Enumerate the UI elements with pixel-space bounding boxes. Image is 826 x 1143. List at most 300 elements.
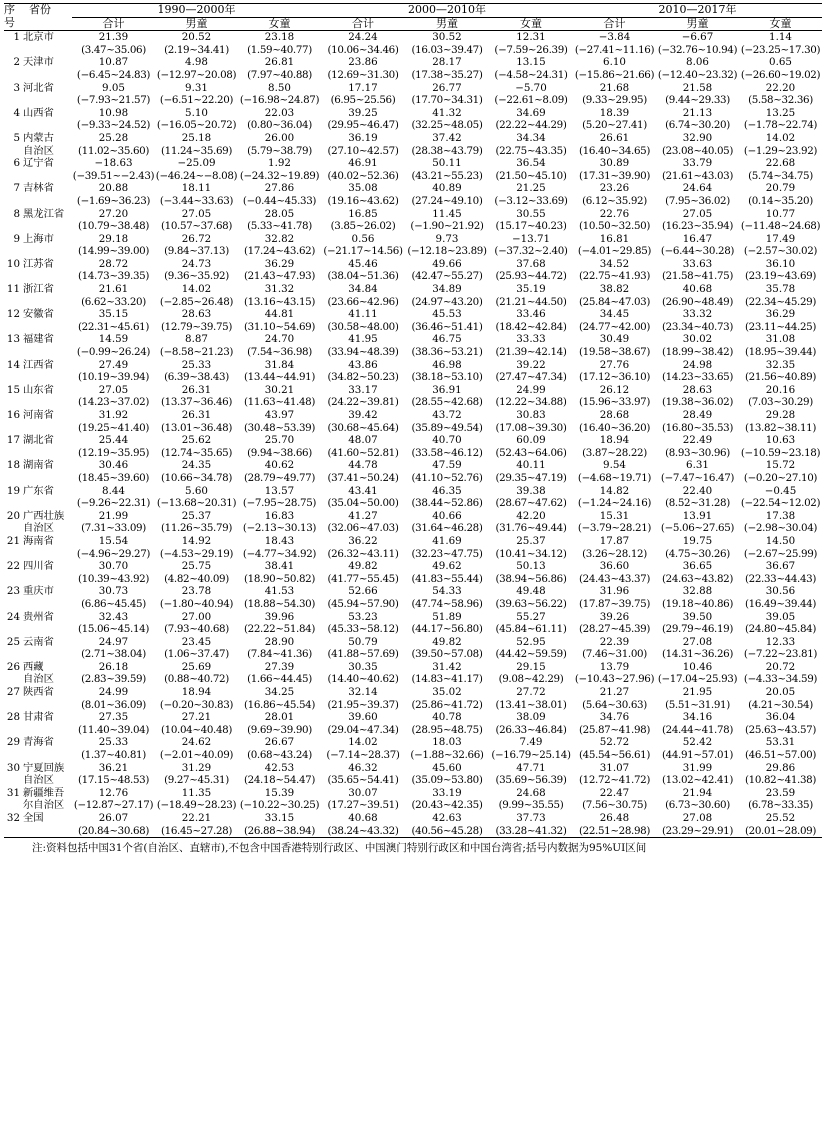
value-cell: 13.91: [682, 509, 713, 522]
value-cell: 43.86: [348, 358, 378, 371]
ci-cell: (5.74~34.75): [748, 169, 813, 182]
value-cell: 0.65: [769, 56, 792, 69]
table-row: [4, 510, 822, 523]
value-cell: 27.72: [516, 686, 546, 699]
province-name: 内蒙古: [23, 131, 54, 144]
ci-cell: (9.44~29.33): [665, 94, 730, 107]
table-row: [4, 661, 822, 674]
ci-cell: (−10.22~30.25): [239, 799, 320, 812]
ci-cell: (35.65~54.41): [327, 774, 399, 787]
province-name: 安徽省: [23, 308, 54, 321]
ci-cell: (28.79~49.77): [243, 471, 316, 484]
ci-cell: (−4.96~29.27): [76, 547, 151, 560]
ci-cell: (24.18~54.47): [243, 774, 316, 787]
table-row-ci: [4, 396, 822, 409]
ci-cell: (−4.53~29.19): [159, 547, 234, 560]
value-cell: 28.63: [682, 383, 713, 396]
province-name: 贵州省: [23, 610, 54, 623]
value-cell: 46.35: [432, 484, 462, 497]
ci-cell: (45.84~61.11): [495, 623, 567, 636]
value-cell: 32.90: [682, 131, 713, 144]
value-cell: 31.84: [264, 358, 295, 371]
value-cell: 25.52: [765, 812, 796, 824]
ci-cell: (22.34~45.29): [744, 295, 817, 308]
value-cell: 21.39: [98, 31, 129, 44]
ci-cell: (26.88~38.94): [243, 824, 316, 837]
value-cell: 5.10: [185, 106, 208, 119]
value-cell: 48.07: [348, 434, 378, 447]
ci-cell: (−18.49~28.23): [156, 799, 237, 812]
table-row-ci: [4, 422, 822, 435]
ci-cell: (4.21~30.54): [748, 698, 813, 711]
ci-cell: (15.06~45.14): [77, 623, 150, 636]
value-cell: 26.18: [98, 660, 129, 673]
value-cell: 1.14: [769, 31, 792, 44]
value-cell: 16.47: [682, 232, 713, 245]
ci-cell: (16.03~39.47): [411, 43, 483, 56]
value-cell: 54.33: [432, 585, 462, 598]
ci-cell: (25.87~41.98): [578, 723, 651, 736]
ci-cell: (14.23~33.65): [661, 371, 734, 384]
row-number: 21: [6, 534, 20, 547]
ci-cell: (11.63~41.48): [243, 396, 316, 409]
row-number: 32: [6, 812, 20, 824]
value-cell: 30.07: [348, 786, 378, 799]
table-row: [4, 636, 822, 649]
ci-cell: (0.68~43.24): [247, 749, 312, 762]
province-name-cont: 自治区: [23, 522, 54, 535]
ci-cell: (−7.47~16.47): [660, 471, 735, 484]
value-cell: 0.56: [351, 232, 375, 245]
value-cell: 24.24: [348, 31, 378, 44]
value-cell: 25.70: [264, 434, 295, 447]
ci-cell: (1.59~40.77): [247, 43, 312, 56]
value-cell: 46.75: [432, 333, 462, 346]
value-cell: 28.63: [181, 308, 212, 321]
value-cell: −25.09: [177, 157, 216, 170]
table-row-ci: [4, 825, 822, 838]
value-cell: 27.05: [682, 207, 713, 220]
ci-cell: (4.75~30.26): [665, 547, 730, 560]
value-cell: 25.44: [98, 434, 129, 447]
value-cell: 26.81: [264, 56, 295, 69]
ci-cell: (21.58~41.75): [661, 270, 734, 283]
ci-cell: (18.90~50.82): [243, 572, 316, 585]
row-number: 31: [6, 786, 20, 799]
province-name: 福建省: [23, 333, 54, 346]
ci-cell: (−12.87~27.17): [73, 799, 154, 812]
value-cell: 35.78: [765, 283, 796, 296]
value-cell: 23.45: [181, 635, 212, 648]
ci-cell: (23.19~43.69): [744, 270, 817, 283]
table-row-ci: [4, 548, 822, 561]
ci-cell: (10.19~39.94): [77, 371, 150, 384]
value-cell: 39.38: [516, 484, 546, 497]
ci-cell: (7.95~36.02): [665, 194, 730, 207]
value-cell: 29.18: [98, 232, 129, 245]
ci-cell: (45.94~57.90): [327, 597, 399, 610]
sub-header: 女童: [520, 17, 542, 30]
value-cell: 21.27: [599, 686, 630, 699]
province-name-cont: 自治区: [23, 144, 54, 157]
table-row-ci: [4, 296, 822, 309]
row-number: 2: [13, 56, 20, 69]
value-cell: 50.11: [432, 157, 462, 170]
ci-cell: (13.16~43.15): [243, 295, 316, 308]
table-row: [4, 787, 822, 800]
value-cell: 38.82: [599, 283, 630, 296]
row-number: 23: [6, 585, 20, 598]
ci-cell: (−3.79~28.21): [577, 522, 652, 535]
ci-cell: (32.23~47.75): [411, 547, 483, 560]
ci-cell: (15.96~33.97): [578, 396, 651, 409]
value-cell: 14.82: [599, 484, 630, 497]
value-cell: 25.75: [181, 560, 212, 573]
value-cell: 14.92: [181, 534, 212, 547]
value-cell: 27.76: [599, 358, 630, 371]
ci-cell: (−12.97~20.08): [156, 68, 237, 81]
value-cell: 6.10: [603, 56, 626, 69]
ci-cell: (14.40~40.62): [327, 673, 399, 686]
value-cell: 5.60: [185, 484, 208, 497]
ci-cell: (25.63~43.57): [744, 723, 817, 736]
value-cell: 42.53: [264, 761, 295, 774]
value-cell: 10.87: [98, 56, 129, 69]
ci-cell: (18.95~39.44): [744, 346, 817, 359]
value-cell: 31.42: [432, 660, 462, 673]
table-row: [4, 258, 822, 271]
table-row: [4, 31, 822, 44]
table-row-ci: [4, 648, 822, 661]
value-cell: 36.21: [98, 761, 129, 774]
value-cell: 24.97: [98, 635, 129, 648]
table-row-ci: [4, 69, 822, 82]
value-cell: 31.99: [682, 761, 713, 774]
value-cell: 6.31: [686, 459, 709, 472]
value-cell: 31.32: [264, 283, 295, 296]
table-row-ci: [4, 497, 822, 510]
ci-cell: (19.58~38.67): [578, 346, 651, 359]
ci-cell: (−4.58~24.31): [494, 68, 568, 81]
table-row: [4, 82, 822, 95]
ci-cell: (−4.68~19.71): [577, 471, 652, 484]
value-cell: 36.54: [516, 157, 546, 170]
table-row-ci: [4, 447, 822, 460]
value-cell: 27.05: [98, 383, 129, 396]
ci-cell: (23.34~40.73): [661, 320, 734, 333]
province-name-cont: 自治区: [23, 774, 54, 787]
value-cell: 22.76: [599, 207, 630, 220]
value-cell: 50.79: [348, 635, 378, 648]
ci-cell: (−0.44~45.33): [242, 194, 317, 207]
ci-cell: (11.40~39.04): [77, 723, 150, 736]
value-cell: 36.67: [765, 560, 796, 573]
value-cell: 33.17: [348, 383, 378, 396]
ci-cell: (42.47~55.27): [411, 270, 483, 283]
value-cell: 9.73: [435, 232, 459, 245]
value-cell: 23.26: [599, 182, 630, 195]
value-cell: 30.02: [682, 333, 713, 346]
ci-cell: (3.87~28.22): [582, 446, 647, 459]
value-cell: 43.97: [264, 409, 295, 421]
value-cell: 40.11: [516, 459, 546, 472]
ci-cell: (16.49~39.44): [744, 597, 817, 610]
ci-cell: (44.42~59.59): [495, 648, 567, 661]
table-row: [4, 535, 822, 548]
province-name: 云南省: [23, 635, 54, 648]
ci-cell: (35.89~49.54): [411, 421, 483, 434]
value-cell: −3.84: [598, 31, 631, 44]
ci-cell: (−7.95~28.75): [242, 497, 317, 510]
value-cell: 47.71: [516, 761, 546, 774]
value-cell: 24.35: [181, 459, 212, 472]
ci-cell: (21.39~42.14): [495, 346, 567, 359]
ci-cell: (−4.01~29.85): [577, 245, 652, 258]
value-cell: 10.46: [682, 660, 713, 673]
ci-cell: (−9.26~22.31): [76, 497, 151, 510]
row-number: 13: [6, 333, 20, 346]
province-header: 省份: [29, 3, 51, 17]
province-name: 河北省: [23, 81, 54, 94]
value-cell: 26.77: [432, 81, 462, 94]
value-cell: 27.86: [264, 182, 295, 195]
ci-cell: (24.63~43.82): [661, 572, 734, 585]
ci-cell: (27.10~42.57): [327, 144, 399, 157]
value-cell: 41.95: [348, 333, 378, 346]
row-number: 17: [6, 434, 20, 447]
table-row: [4, 611, 822, 624]
value-cell: 28.68: [599, 409, 630, 421]
value-cell: 28.49: [682, 409, 713, 421]
ci-cell: (14.23~37.02): [77, 396, 150, 409]
ci-cell: (20.84~30.68): [77, 824, 150, 837]
ci-cell: (9.36~35.92): [164, 270, 229, 283]
ci-cell: (−12.40~23.32): [657, 68, 738, 81]
sub-header: 男童: [436, 17, 458, 30]
value-cell: 39.22: [516, 358, 546, 371]
value-cell: 22.68: [765, 157, 796, 170]
value-cell: 4.98: [185, 56, 208, 69]
table-row-ci: [4, 220, 822, 233]
value-cell: 14.02: [181, 283, 212, 296]
value-cell: 46.32: [348, 761, 378, 774]
ci-cell: (−0.20~30.83): [159, 698, 234, 711]
ci-cell: (7.84~41.36): [247, 648, 312, 661]
ci-cell: (10.57~37.68): [160, 220, 233, 233]
ci-cell: (11.24~35.69): [160, 144, 233, 157]
value-cell: 30.55: [516, 207, 546, 220]
value-cell: 33.19: [432, 786, 462, 799]
table-row: [4, 359, 822, 372]
value-cell: 30.52: [432, 31, 462, 44]
ci-cell: (−11.48~24.68): [740, 220, 821, 233]
table-row-ci: [4, 699, 822, 712]
value-cell: 8.50: [268, 81, 291, 94]
ci-cell: (17.08~39.30): [495, 421, 567, 434]
period-header-2: 2000—2010年: [321, 4, 573, 18]
value-cell: 24.68: [516, 786, 546, 799]
ci-cell: (39.50~57.08): [411, 648, 483, 661]
value-cell: 17.17: [348, 81, 378, 94]
value-cell: 41.69: [432, 534, 462, 547]
value-cell: 15.39: [264, 786, 295, 799]
ci-cell: (8.01~36.09): [81, 698, 146, 711]
value-cell: 15.54: [98, 534, 129, 547]
ci-cell: (21.95~39.37): [327, 698, 399, 711]
ci-cell: (47.74~58.96): [411, 597, 483, 610]
row-number: 20: [6, 509, 20, 522]
table-row-ci: [4, 749, 822, 762]
ci-cell: (9.27~45.31): [164, 774, 229, 787]
value-cell: 22.49: [682, 434, 713, 447]
ci-cell: (−7.59~26.39): [494, 43, 568, 56]
ci-cell: (39.63~56.22): [495, 597, 567, 610]
ci-cell: (22.75~41.93): [578, 270, 651, 283]
value-cell: 13.15: [516, 56, 546, 69]
ci-cell: (−17.04~25.93): [657, 673, 738, 686]
value-cell: 21.95: [682, 686, 713, 699]
value-cell: 24.99: [98, 686, 129, 699]
ci-cell: (12.22~34.88): [495, 396, 567, 409]
province-name: 湖北省: [23, 434, 54, 447]
province-name: 浙江省: [23, 283, 54, 296]
ci-cell: (23.08~40.05): [661, 144, 734, 157]
value-cell: −18.63: [94, 157, 133, 170]
ci-cell: (19.25~41.40): [77, 421, 150, 434]
province-name: 河南省: [23, 409, 54, 421]
ci-cell: (7.93~40.68): [164, 623, 229, 636]
value-cell: 30.56: [765, 585, 796, 598]
ci-cell: (26.33~46.84): [495, 723, 567, 736]
ci-cell: (31.10~54.69): [243, 320, 316, 333]
ci-cell: (26.90~48.49): [661, 295, 734, 308]
ci-cell: (−16.05~20.72): [156, 119, 237, 132]
value-cell: 51.89: [432, 610, 462, 623]
value-cell: 14.50: [765, 534, 796, 547]
value-cell: 41.11: [348, 308, 378, 321]
value-cell: 52.95: [516, 635, 546, 648]
value-cell: 30.73: [98, 585, 129, 598]
sub-header: 合计: [102, 17, 125, 30]
ci-cell: (24.97~43.20): [411, 295, 483, 308]
value-cell: 25.33: [181, 358, 212, 371]
row-number: 4: [13, 106, 20, 119]
ci-cell: (−39.51~−2.43): [72, 169, 155, 182]
province-name: 山东省: [23, 383, 54, 396]
ci-cell: (10.79~38.48): [77, 220, 150, 233]
value-cell: 36.22: [348, 534, 378, 547]
ci-cell: (17.27~39.51): [327, 799, 399, 812]
ci-cell: (11.26~35.79): [160, 522, 233, 535]
value-cell: 20.05: [765, 686, 796, 699]
value-cell: 36.60: [599, 560, 630, 573]
ci-cell: (22.22~44.29): [495, 119, 567, 132]
ci-cell: (19.16~43.62): [327, 194, 399, 207]
table-row: [4, 233, 822, 246]
ci-cell: (44.91~57.01): [661, 749, 734, 762]
value-cell: 32.14: [348, 686, 378, 699]
value-cell: 19.75: [682, 534, 713, 547]
ci-cell: (17.87~39.75): [578, 597, 651, 610]
ci-cell: (9.84~37.13): [164, 245, 229, 258]
value-cell: 30.83: [516, 409, 546, 421]
ci-cell: (40.56~45.28): [411, 824, 483, 837]
value-cell: 1.92: [268, 157, 291, 170]
ci-cell: (22.33~44.43): [744, 572, 817, 585]
table-row: [4, 333, 822, 346]
table-row-ci: [4, 799, 822, 812]
ci-cell: (6.12~35.92): [582, 194, 647, 207]
value-cell: 24.98: [682, 358, 713, 371]
value-cell: 11.35: [181, 786, 212, 799]
table-row: [4, 585, 822, 598]
ci-cell: (−9.33~24.52): [76, 119, 151, 132]
value-cell: 27.08: [682, 635, 713, 648]
value-cell: 39.50: [682, 610, 713, 623]
row-number: 27: [6, 686, 20, 699]
ci-cell: (17.12~36.10): [578, 371, 651, 384]
row-number: 28: [6, 711, 20, 724]
table-row: [4, 308, 822, 321]
footnote: 注:资料包括中国31个省(自治区、直辖市),不包含中国香港特别行政区、中国澳门特别行政区和中国台湾省;括号内数据为95%UI区间: [32, 842, 647, 855]
ci-cell: (38.94~56.86): [495, 572, 567, 585]
ci-cell: (−0.20~27.10): [743, 471, 818, 484]
value-cell: 25.33: [98, 736, 129, 749]
ci-cell: (13.44~44.91): [243, 371, 316, 384]
ci-cell: (20.01~28.09): [744, 824, 817, 837]
value-cell: 16.83: [264, 509, 295, 522]
value-cell: 42.20: [516, 509, 546, 522]
ci-cell: (32.06~47.03): [327, 522, 399, 535]
value-cell: 21.61: [98, 283, 129, 296]
table-row: [4, 459, 822, 472]
value-cell: 31.96: [599, 585, 630, 598]
ci-cell: (29.35~47.19): [495, 471, 567, 484]
value-cell: −5.70: [515, 81, 547, 94]
ci-cell: (−21.17~14.56): [323, 245, 403, 258]
ci-cell: (−10.43~27.96): [574, 673, 655, 686]
ci-cell: (−12.18~23.89): [407, 245, 487, 258]
sub-header: 男童: [185, 17, 208, 30]
value-cell: 27.05: [181, 207, 212, 220]
ci-cell: (23.29~29.91): [661, 824, 734, 837]
value-cell: 17.38: [765, 509, 796, 522]
value-cell: 42.63: [432, 812, 462, 824]
ci-cell: (−26.60~19.02): [740, 68, 821, 81]
value-cell: 8.44: [102, 484, 125, 497]
ci-cell: (25.93~44.72): [495, 270, 567, 283]
value-cell: 12.76: [98, 786, 129, 799]
ci-cell: (37.41~50.24): [327, 471, 399, 484]
ci-cell: (7.31~33.09): [81, 522, 146, 535]
table-row-ci: [4, 371, 822, 384]
row-number: 15: [6, 383, 20, 396]
ci-cell: (30.48~53.39): [243, 421, 316, 434]
value-cell: 30.46: [98, 459, 129, 472]
ci-cell: (44.17~56.80): [411, 623, 483, 636]
value-cell: 9.54: [603, 459, 626, 472]
ci-cell: (10.41~34.12): [495, 547, 567, 560]
ci-cell: (6.95~25.56): [330, 94, 396, 107]
row-number: 3: [13, 81, 20, 94]
ci-cell: (0.88~40.72): [164, 673, 229, 686]
value-cell: 34.89: [432, 283, 462, 296]
table-row-ci: [4, 598, 822, 611]
value-cell: −0.45: [764, 484, 797, 497]
value-cell: 26.00: [264, 131, 295, 144]
value-cell: 30.89: [599, 157, 630, 170]
value-cell: 28.17: [432, 56, 462, 69]
